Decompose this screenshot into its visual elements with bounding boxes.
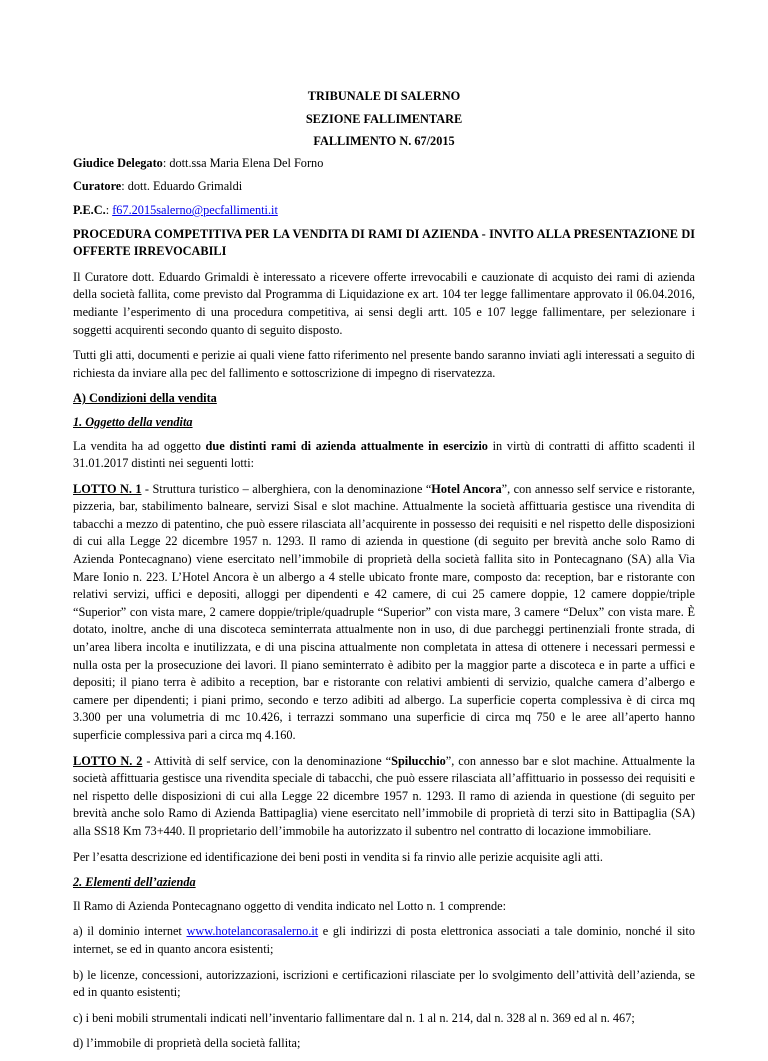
item-a-text-a: a) il dominio internet [73, 924, 187, 939]
section-2-title: 2. Elementi dell’azienda [73, 875, 196, 890]
judge-label: Giudice Delegato [73, 155, 163, 170]
section-1-paragraph [73, 438, 695, 473]
section-1-text-a: La vendita ha ad oggetto [73, 438, 206, 453]
section-1-title: 1. Oggetto della vendita [73, 414, 193, 429]
item-a-text-b: e gli indirizzi di posta elettronica associati a tale dominio, nonché il sito internet, se ed in quanto ancora esistenti; [73, 924, 695, 956]
section-1-text-b: in virtù di contratti di affitto scadenti il 31.01.2017 distinti nei seguenti lotti: [73, 438, 696, 471]
curator-label: Curatore [73, 179, 122, 194]
intro-paragraph-1: Il Curatore dott. Eduardo Grimaldi è interessato a ricevere offerte irrevocabili e cauzionate di acquisto dei rami di azienda della società fallita, come previsto dal Programma di Liquidazione ex art. 104 ter legge fallimentare approvato il 06.04.2016, mediante l’esperimento di una procedura competitiva, ai sensi degli artt. 105 e 107 legge fallimentare, per selezionare i soggetti acquirenti secondo quanto di seguito disposto. [73, 269, 695, 337]
item-b: b) le licenze, concessioni, autorizzazioni, iscrizioni e certificazioni rilasciate per lo svolgimento dell’attività dell’azienda, se ed in quanto esistenti; [73, 967, 695, 1000]
curator-value: : dott. Eduardo Grimaldi [121, 179, 243, 194]
section-1-text-bold: due distinti rami di azienda attualmente in esercizio [205, 438, 488, 453]
case-number: FALLIMENTO N. 67/2015 [313, 134, 455, 149]
lotto-2-paragraph [73, 753, 695, 841]
section-a-heading: A) Condizioni della vendita [73, 391, 217, 406]
hotel-website-link[interactable]: www.hotelancorasalerno.it [186, 924, 319, 939]
section-title: SEZIONE FALLIMENTARE [305, 111, 463, 126]
section-2-intro: Il Ramo di Azienda Pontecagnano oggetto di vendita indicato nel Lotto n. 1 comprende: [73, 898, 507, 913]
pec-label: P.E.C. [73, 202, 106, 217]
lotto-2-name: Spilucchio [391, 753, 446, 768]
rinvio-paragraph: Per l’esatta descrizione ed identificazione dei beni posti in vendita si fa rinvio alle perizie acquisite agli atti. [73, 849, 603, 864]
section-1-heading [73, 414, 695, 432]
section-2-heading [73, 874, 695, 892]
court-title: TRIBUNALE DI SALERNO [307, 89, 461, 103]
lotto-1-text-b: ”, con annesso self service e ristorante, pizzeria, bar, stabilimento balneare, servizi Sisal e slot machine. Attualmente la società affittuaria gestisce una rivendita di tabacchi a mezzo di patentino, che può essere rilasciata all’acquirente in possesso dei requisiti e nel rispetto delle disposizioni di cui alla Legge 22 dicembre 1957 n. 1293. Il ramo di azienda in questione (di seguito per brevità anche solo Ramo di Azienda Pontecagnano) viene esercitato nell’immobile di proprietà della società fallita sito in Pontecagnano (SA) alla Via Mare Ionio n. 223. L’Hotel Ancora è un albergo a 4 stelle ubicato fronte mare, composto da: reception, bar e ristorante con relativi servizi, uffici e depositi, alloggi per dipendenti e 42 camere, di cui 25 camere doppie, 12 camere doppie/triple “Superior” con vista mare, 2 camere doppie/triple/quadruple “Superior” con vista mare, 3 camere “Delux” con vista mare. È dotato, inoltre, anche di una discoteca seminterrata attualmente non in uso, di due parcheggi pertinenziali fronte strada, di un’area libera incolta e inutilizzata, e di una piscina attualmente non completata in attesa di ottenere i necessari permessi e nulla osta per la prosecuzione dei lavori. Il piano seminterrato è adibito per la maggior parte a discoteca e in parte a uffici e depositi; il piano terra è adibito a reception, bar e ristorante con relativi ambienti di servizio, qualche camera d’albergo e camere per dipendenti; i piani primo, secondo e terzo adibiti ad albergo. La superficie coperta complessiva è di circa mq 3.300 per una volumetria di mc 10.426, i terrazzi sommano una superficie di circa mq 750 e le aree all’aperto hanno superficie complessiva pari a circa mq 4.160. [73, 481, 696, 742]
lotto-2-label: LOTTO N. 2 [73, 753, 143, 768]
curator-line [73, 178, 695, 196]
judge-value: : dott.ssa Maria Elena Del Forno [162, 155, 324, 170]
lotto-1-label: LOTTO N. 1 [73, 481, 142, 496]
lotto-1-paragraph [73, 481, 695, 745]
lotto-1-text-a: - Struttura turistico – alberghiera, con la denominazione “ [141, 481, 432, 496]
pec-email-link[interactable]: f67.2015salerno@pecfallimenti.it [112, 202, 278, 217]
procedure-title: PROCEDURA COMPETITIVA PER LA VENDITA DI RAMI DI AZIENDA - INVITO ALLA PRESENTAZIONE DI OFFERTE IRREVOCABILI [73, 226, 695, 259]
lotto-2-text-a: - Attività di self service, con la denominazione “ [142, 753, 392, 768]
item-d: d) l’immobile di proprietà della società fallita; [73, 1036, 301, 1051]
document-page [73, 88, 695, 1061]
pec-separator: : [105, 202, 113, 217]
lotto-1-name: Hotel Ancora [431, 481, 502, 496]
intro-paragraph-2: Tutti gli atti, documenti e perizie ai quali viene fatto riferimento nel presente bando saranno inviati agli interessati a seguito di richiesta da inviare alla pec del fallimento e sottoscrizione di impegno di riservatezza. [73, 348, 695, 380]
judge-line [73, 155, 695, 173]
lotto-2-text-b: ”, con annesso bar e slot machine. Attualmente la società affittuaria gestisce una rivendita speciale di tabacchi, che può essere rilasciata all’affittuario in possesso dei requisiti e nel rispetto delle disposizioni di cui alla Legge 22 dicembre 1957 n. 1293. Il ramo di azienda in questione (di seguito per brevità anche solo Ramo di Azienda Battipaglia) viene esercitato nell’immobile di proprietà di terzi sito in Battipaglia (SA) alla SS18 Km 73+440. Il proprietario dell’immobile ha autorizzato il subentro nel contratto di locazione immobiliare. [73, 753, 695, 838]
pec-line [73, 202, 695, 220]
item-a [73, 923, 695, 958]
item-c: c) i beni mobili strumentali indicati nell’inventario fallimentare dal n. 1 al n. 214, dal n. 328 al n. 369 ed al n. 467; [73, 1010, 635, 1025]
